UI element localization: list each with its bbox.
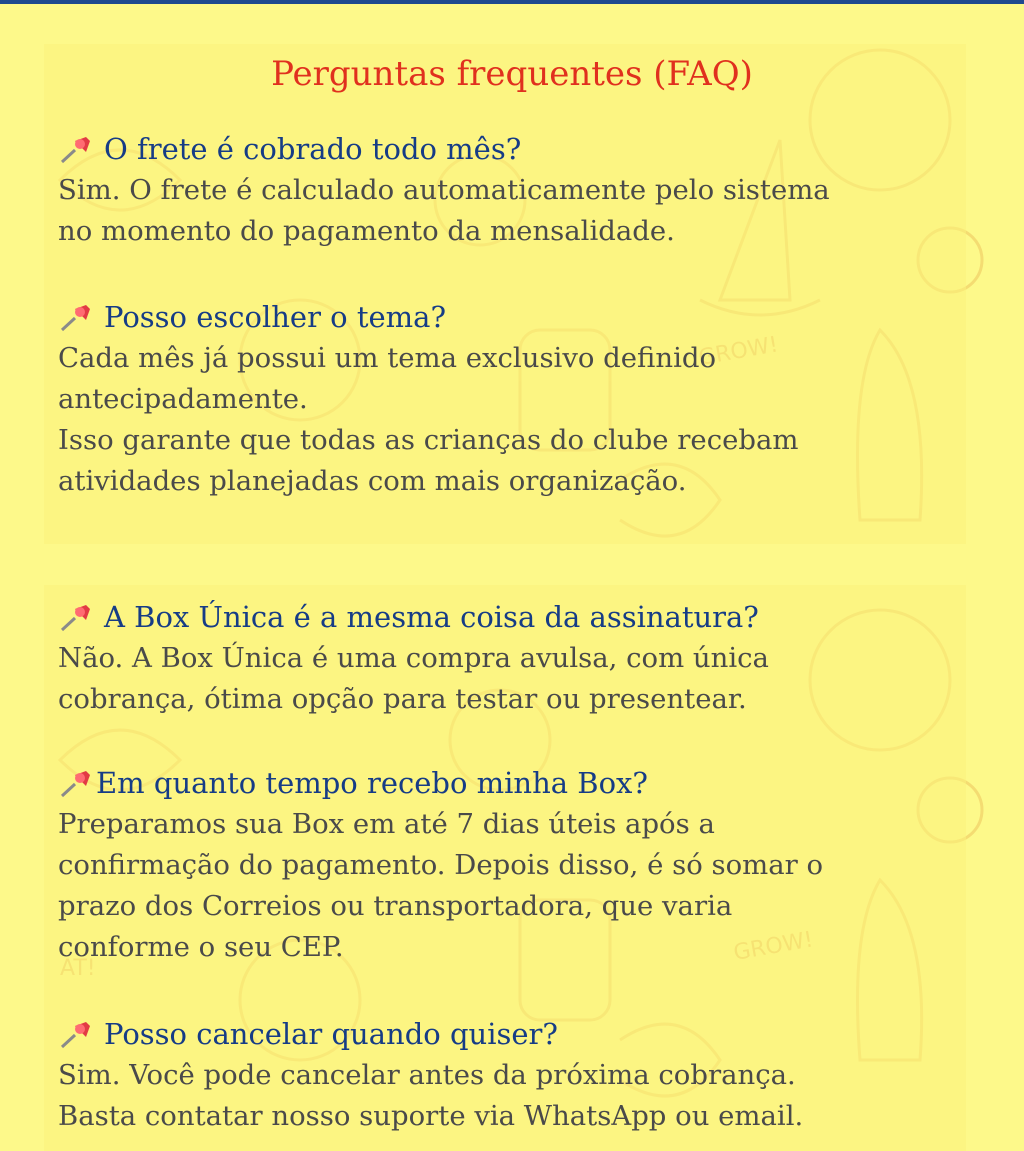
faq-item: [58, 762, 978, 968]
pushpin-icon: [58, 1016, 96, 1052]
faq-item: [58, 1013, 978, 1137]
pushpin-icon: [58, 131, 96, 167]
faq-question: Em quanto tempo recebo minha Box?: [96, 766, 648, 800]
faq-answer: Não. A Box Única é uma compra avulsa, com única cobrança, ótima opção para testar ou presentear.: [58, 642, 769, 715]
faq-answer: Sim. Você pode cancelar antes da próxima cobrança. Basta contatar nosso suporte via WhatsApp ou email.: [58, 1059, 804, 1132]
faq-item: [58, 296, 978, 502]
faq-question: Posso cancelar quando quiser?: [104, 1017, 558, 1051]
faq-question: Posso escolher o tema?: [104, 300, 447, 334]
faq-item: [58, 596, 978, 720]
faq-answer: Sim. O frete é calculado automaticamente pelo sistema no momento do pagamento da mensalidade.: [58, 174, 830, 247]
faq-answer: Preparamos sua Box em até 7 dias úteis após a confirmação do pagamento. Depois disso, é só somar o prazo dos Correios ou transportadora, que varia conforme o seu CEP.: [58, 808, 824, 963]
pushpin-icon: [58, 765, 96, 801]
faq-question: A Box Única é a mesma coisa da assinatura?: [104, 600, 759, 634]
faq-item: [58, 128, 978, 252]
pushpin-icon: [58, 299, 96, 335]
faq-question: O frete é cobrado todo mês?: [104, 132, 522, 166]
faq-title: Perguntas frequentes (FAQ): [271, 54, 753, 94]
faq-answer: Cada mês já possui um tema exclusivo definido antecipadamente. Isso garante que todas as crianças do clube recebam atividades planejadas com mais organização.: [58, 342, 799, 497]
pushpin-icon: [58, 599, 96, 635]
